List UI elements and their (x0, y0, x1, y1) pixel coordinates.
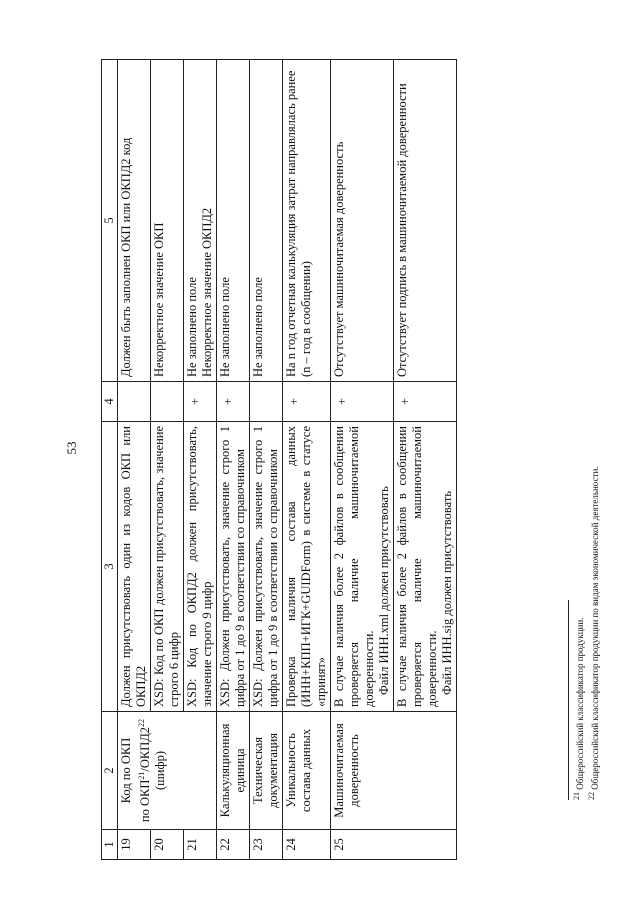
field-name: Техническая документация (250, 712, 283, 830)
row-number: 22 (217, 830, 250, 860)
mark: + (184, 382, 217, 422)
requirement: XSD: Должен присутствовать, значение строго 1 цифра от 1 до 9 в соответствии со справочником (217, 422, 250, 712)
row-number: 25 (331, 830, 457, 860)
mark: + (331, 382, 394, 422)
error-message: Должен быть заполнен ОКП или ОКПД2 код (118, 60, 151, 382)
requirement: В случае наличия более 2 файлов в сообщении проверяется наличие машиночитаемой доверенности. Файл ИНН.sig должен присутствовать (394, 422, 457, 712)
table-row (250, 60, 283, 860)
header-row (102, 60, 118, 860)
table-row (217, 60, 250, 860)
validation-table (101, 59, 457, 860)
footnote-rule (568, 600, 569, 800)
error-message: Не заполнено поле Некорректное значение ОКПД2 (184, 60, 217, 382)
row-number: 24 (283, 830, 331, 860)
row-number: 23 (250, 830, 283, 860)
col-header-2: 2 (102, 712, 118, 830)
col-header-4: 4 (102, 382, 118, 422)
col-header-3: 3 (102, 422, 118, 712)
mark (118, 382, 151, 422)
table-row (118, 60, 151, 860)
mark (250, 382, 283, 422)
mark: + (283, 382, 331, 422)
requirement: Проверка наличия состава данных (ИНН+КПП+ИГК+GUIDForm) в системе в статусе «принят» (283, 422, 331, 712)
error-message: На n год отчетная калькуляция затрат направлялась ранее (n – год в сообщении) (283, 60, 331, 382)
col-header-1: 1 (102, 830, 118, 860)
field-name: Код по ОКП по $ОКП^{21}/ОКПД2^{22}$ (шифр) (118, 712, 217, 830)
error-message: Отсутствует машиночитаемая доверенность (331, 60, 394, 382)
row-number: 20 (151, 830, 184, 860)
requirement: XSD: Должен присутствовать, значение строго 1 цифра от 1 до 9 в соответствии со справочником (250, 422, 283, 712)
table-row (331, 60, 394, 860)
row-number: 19 (118, 830, 151, 860)
error-message: Некорректное значение ОКП (151, 60, 184, 382)
mark (151, 382, 184, 422)
requirement: В случае наличия более 2 файлов в сообщении проверяется наличие машиночитаемой доверенности. Файл ИНН.xml должен присутствовать (331, 422, 394, 712)
row-number: 21 (184, 830, 217, 860)
rotated-table-block (101, 60, 631, 860)
footnote: $^{22}$ Общероссийский классификатор продукции по видам экономической деятельности. (587, 466, 600, 800)
field-name: Машиночитаемая доверенность (331, 712, 457, 830)
footnote: $^{21}$ Общероссийский классификатор продукции. (572, 617, 585, 800)
page-number: 53 (64, 441, 79, 455)
requirement: Должен присутствовать один из кодов ОКП или ОКПД2 (118, 422, 151, 712)
field-name: Калькуляционная единица (217, 712, 250, 830)
footnotes (568, 0, 601, 800)
col-header-5: 5 (102, 60, 118, 382)
error-message: Не заполнено поле (250, 60, 283, 382)
field-name: Уникальность состава данных (283, 712, 331, 830)
error-message: Отсутствует подпись в машиночитаемой доверенности (394, 60, 457, 382)
table-row (283, 60, 331, 860)
mark: + (217, 382, 250, 422)
mark: + (394, 382, 457, 422)
requirement: XSD: Код по ОКПД2 должен присутствовать, значение строго 9 цифр (184, 422, 217, 712)
error-message: Не заполнено поле (217, 60, 250, 382)
requirement: XSD: Код по ОКП должен присутствовать, значение строго 6 цифр (151, 422, 184, 712)
